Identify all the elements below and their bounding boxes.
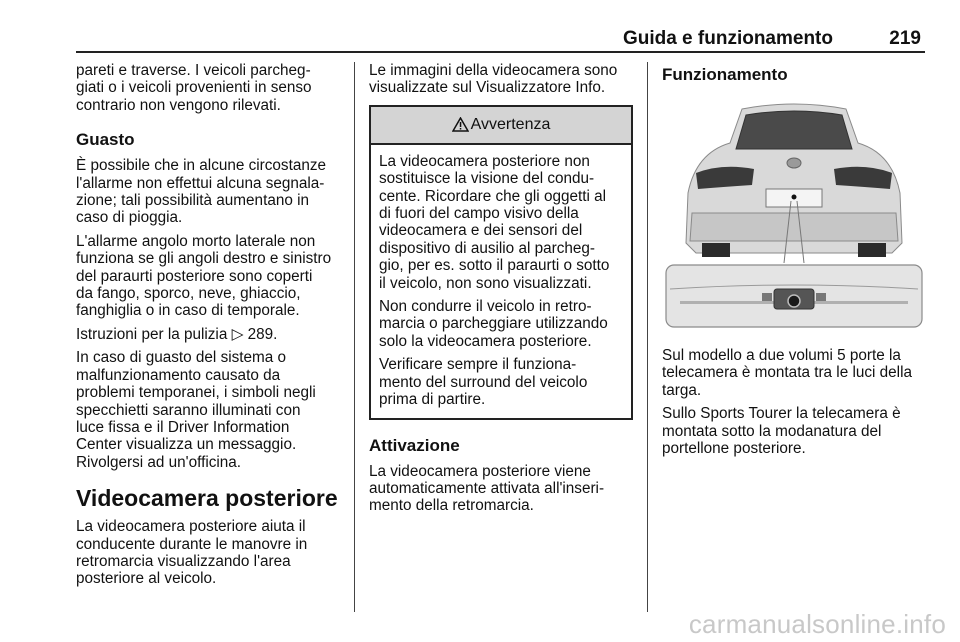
column-divider (647, 62, 648, 612)
text-line: contrario non vengono rilevati. (76, 96, 281, 114)
text-line: Verificare sempre il funziona- (379, 356, 577, 374)
text-line: visualizzate sul Visualizzatore Info. (369, 79, 606, 97)
guasto-paragraph-1 (76, 157, 344, 227)
text-line: l'allarme non effettui alcuna segnala- (76, 174, 325, 192)
text-line: giati o i veicoli provenienti in senso (76, 79, 312, 97)
text-line: Rivolgersi ad un'officina. (76, 453, 242, 471)
warning-title: Avvertenza (470, 116, 551, 134)
warning-paragraph-2 (379, 298, 623, 350)
text-line: La videocamera posteriore viene (369, 462, 591, 480)
text-line: Sul modello a due volumi 5 porte la (662, 347, 901, 364)
attivazione-paragraph (369, 463, 633, 515)
guasto-paragraph-2 (76, 233, 344, 320)
funzionamento-heading: Funzionamento (662, 65, 788, 84)
text-line: zione; tali possibilità aumentano in (76, 192, 309, 210)
text-line: specchietti saranno illuminati con (76, 401, 301, 419)
watermark: carmanualsonline.info (688, 609, 946, 639)
text-line: da fango, sporco, neve, ghiaccio, (76, 285, 301, 303)
text-line: Non condurre il veicolo in retro- (379, 298, 592, 316)
text-line: gio, per es. sotto il paraurti o sotto (379, 257, 610, 275)
column-right (662, 62, 926, 463)
page-number: 219 (889, 28, 921, 49)
text-line: Le immagini della videocamera sono (369, 62, 618, 79)
text-line: La videocamera posteriore aiuta il (76, 518, 306, 536)
text-line: posteriore al veicolo. (76, 570, 217, 588)
text-line: mento della retromarcia. (369, 497, 534, 515)
warning-box (369, 105, 633, 420)
header-rule (76, 51, 925, 53)
column-divider (354, 62, 355, 612)
page-reference-icon: ▷ (231, 325, 244, 343)
text-line: il veicolo, non sono visualizzati. (379, 274, 592, 292)
sports-tourer-paragraph (662, 405, 926, 457)
page-header (76, 28, 925, 50)
cleaning-reference (76, 326, 344, 343)
text-line: videocamera e dei sensori del (379, 222, 583, 240)
text-line: In caso di guasto del sistema o (76, 349, 287, 367)
attivazione-heading: Attivazione (369, 435, 460, 455)
text-line: luce fissa e il Driver Information (76, 418, 290, 436)
text-line: caso di pioggia. (76, 209, 183, 227)
text-line: telecamera è montata tra le luci della (662, 364, 912, 382)
warning-header (371, 107, 631, 145)
text-line: solo la videocamera posteriore. (379, 332, 592, 350)
warning-triangle-icon (452, 117, 469, 132)
camera-intro-paragraph (76, 518, 344, 588)
text-line: del paraurti posteriore sono coperti (76, 267, 313, 285)
guasto-heading: Guasto (76, 130, 135, 150)
text-line: fanghiglia o in caso di temporale. (76, 302, 300, 320)
text-line: portellone posteriore. (662, 440, 806, 458)
rear-camera-illustration (662, 93, 926, 333)
text-line: L'allarme angolo morto laterale non (76, 232, 316, 250)
warning-paragraph-3 (379, 356, 623, 408)
text-line: Center visualizza un messaggio. (76, 436, 297, 454)
text-line: sostituisce la visione del condu- (379, 170, 595, 188)
reference-text: Istruzioni per la pulizia (76, 325, 228, 343)
text-line: marcia o parcheggiare utilizzando (379, 315, 608, 333)
intro-paragraph (76, 62, 344, 114)
hatchback-paragraph (662, 347, 926, 399)
guasto-paragraph-3 (76, 349, 344, 471)
running-title: Guida e funzionamento (622, 28, 833, 49)
text-line: di fuori del campo visivo della (379, 205, 579, 223)
text-line: Sullo Sports Tourer la telecamera è (662, 405, 901, 423)
text-line: prima di partire. (379, 391, 486, 409)
reference-page: 289. (247, 325, 278, 343)
display-paragraph (369, 62, 633, 97)
text-line: La videocamera posteriore non (379, 152, 590, 170)
text-line: dispositivo di ausilio al parcheg- (379, 239, 595, 257)
text-line: montata sotto la modanatura del (662, 422, 882, 440)
text-line: È possibile che in alcune circostanze (76, 157, 326, 175)
column-middle (369, 62, 633, 521)
text-line: retromarcia visualizzando l'area (76, 552, 291, 570)
warning-paragraph-1 (379, 153, 623, 292)
section-heading: Videocamera posteriore (76, 485, 338, 512)
text-line: targa. (662, 381, 702, 399)
text-line: cente. Ricordare che gli oggetti al (379, 187, 607, 205)
text-line: automaticamente attivata all'inseri- (369, 479, 605, 497)
text-line: pareti e traverse. I veicoli parcheg- (76, 62, 311, 79)
text-line: conducente durante le manovre in (76, 535, 308, 553)
text-line: funziona se gli angoli destro e sinistro (76, 250, 332, 268)
text-line: malfunzionamento causato da (76, 366, 281, 384)
column-left (76, 62, 344, 594)
warning-body (371, 145, 631, 418)
text-line: mento del surround del veicolo (379, 373, 588, 391)
text-line: problemi temporanei, i simboli negli (76, 384, 316, 402)
